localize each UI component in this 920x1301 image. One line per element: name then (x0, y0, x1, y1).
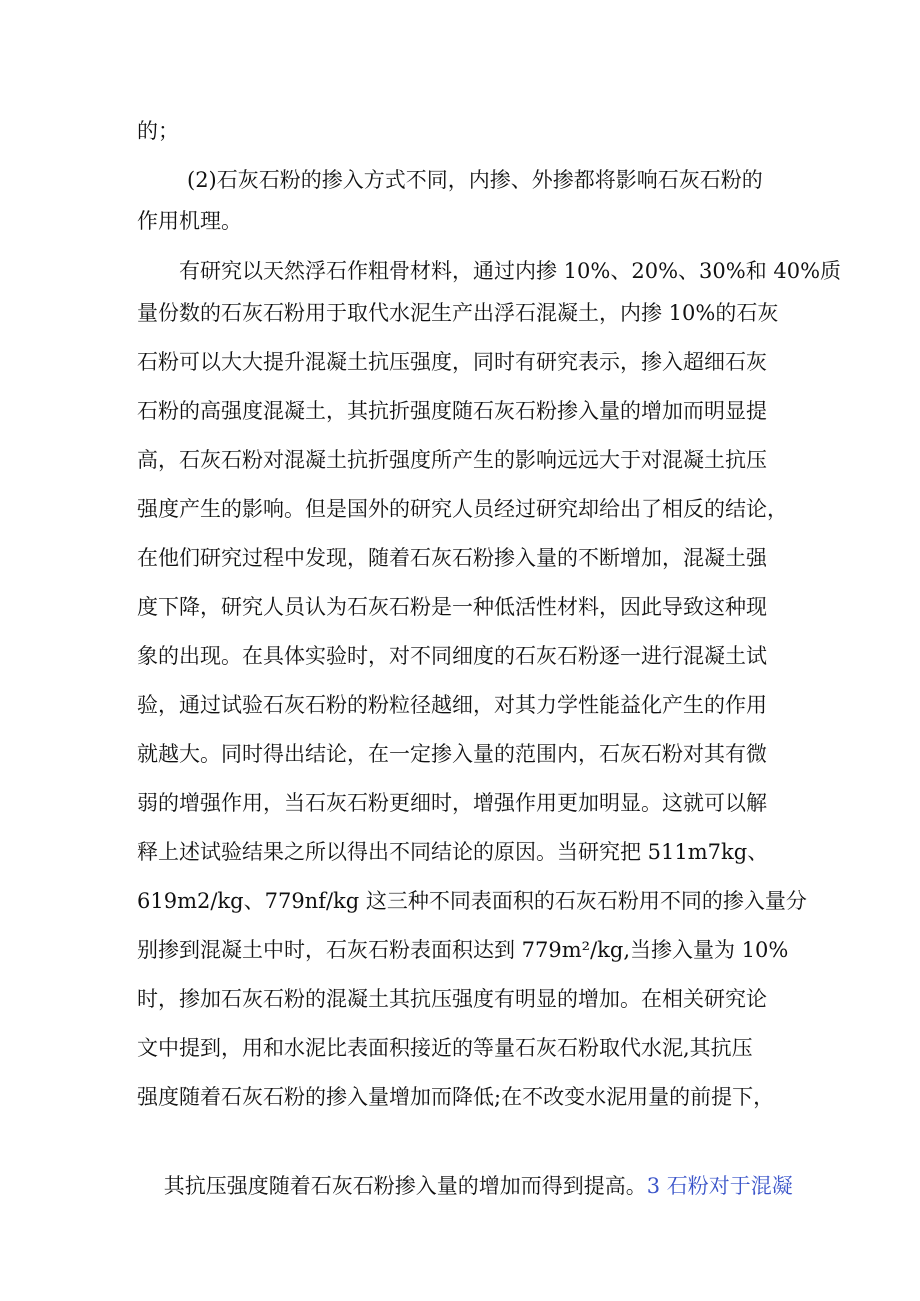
text-line (0, 293, 920, 333)
section-link[interactable]: 3 石粉对于混凝 (646, 1174, 793, 1198)
text-line (0, 783, 920, 823)
line-text: 的； (137, 119, 179, 143)
text-line (0, 251, 920, 291)
text-line (0, 111, 920, 151)
text-line (0, 685, 920, 725)
text-line (0, 538, 920, 578)
text-line (0, 1077, 920, 1117)
text-line (0, 930, 920, 970)
line-text: 释上述试验结果之所以得出不同结论的原因。当研究把 511m7kg、 (137, 840, 769, 864)
line-text: 619m2/kg、779nf/kg 这三种不同表面积的石灰石粉用不同的掺入量分 (137, 889, 807, 913)
text-line (0, 1126, 920, 1198)
text-line (0, 342, 920, 382)
text-line (0, 1028, 920, 1068)
line-text: 量份数的石灰石粉用于取代水泥生产出浮石混凝土，内掺 10%的石灰 (137, 301, 779, 325)
line-text: 时，掺加石灰石粉的混凝土其抗压强度有明显的增加。在相关研究论 (137, 987, 767, 1011)
line-text: 高，石灰石粉对混凝土抗折强度所产生的影响远远大于对混凝土抗压 (137, 448, 767, 472)
text-line (0, 489, 920, 529)
line-text: 验，通过试验石灰石粉的粉粒径越细，对其力学性能益化产生的作用 (137, 693, 767, 717)
text-line (0, 440, 920, 480)
line-text: 有研究以天然浮石作粗骨材料，通过内掺 10%、20%、30%和 40%质 (179, 259, 842, 283)
text-line (0, 201, 920, 241)
line-text: 文中提到，用和水泥比表面积接近的等量石灰石粉取代水泥,其抗压 (137, 1036, 753, 1060)
text-line (0, 881, 920, 921)
line-text: 在他们研究过程中发现，随着石灰石粉掺入量的不断增加，混凝土强 (137, 546, 767, 570)
text-line (0, 391, 920, 431)
line-text: 强度随着石灰石粉的掺入量增加而降低;在不改变水泥用量的前提下， (137, 1085, 775, 1109)
line-text: 就越大。同时得出结论，在一定掺入量的范围内，石灰石粉对其有微 (137, 742, 767, 766)
text-line (0, 734, 920, 774)
line-text: (2)石灰石粉的掺入方式不同，内掺、外掺都将影响石灰石粉的 (187, 168, 763, 192)
line-text: 弱的增强作用，当石灰石粉更细时，增强作用更加明显。这就可以解 (137, 791, 767, 815)
line-text: 强度产生的影响。但是国外的研究人员经过研究却给出了相反的结论， (137, 497, 788, 521)
line-text: 石粉可以大大提升混凝土抗压强度，同时有研究表示，掺入超细石灰 (137, 350, 767, 374)
line-text: 别掺到混凝土中时，石灰石粉表面积达到 779m²/kg,当掺入量为 10% (137, 938, 789, 962)
text-line (0, 587, 920, 627)
line-text: 度下降，研究人员认为石灰石粉是一种低活性材料，因此导致这种现 (137, 595, 767, 619)
line-text: 石粉的高强度混凝土，其抗折强度随石灰石粉掺入量的增加而明显提 (137, 399, 767, 423)
text-line (0, 636, 920, 676)
text-line (0, 832, 920, 872)
line-text: 象的出现。在具体实验时，对不同细度的石灰石粉逐一进行混凝土试 (137, 644, 767, 668)
line-text: 作用机理。 (137, 209, 242, 233)
line-text: 其抗压强度随着石灰石粉掺入量的增加而得到提高。 (163, 1174, 647, 1198)
text-line (0, 979, 920, 1019)
text-line (0, 160, 920, 200)
